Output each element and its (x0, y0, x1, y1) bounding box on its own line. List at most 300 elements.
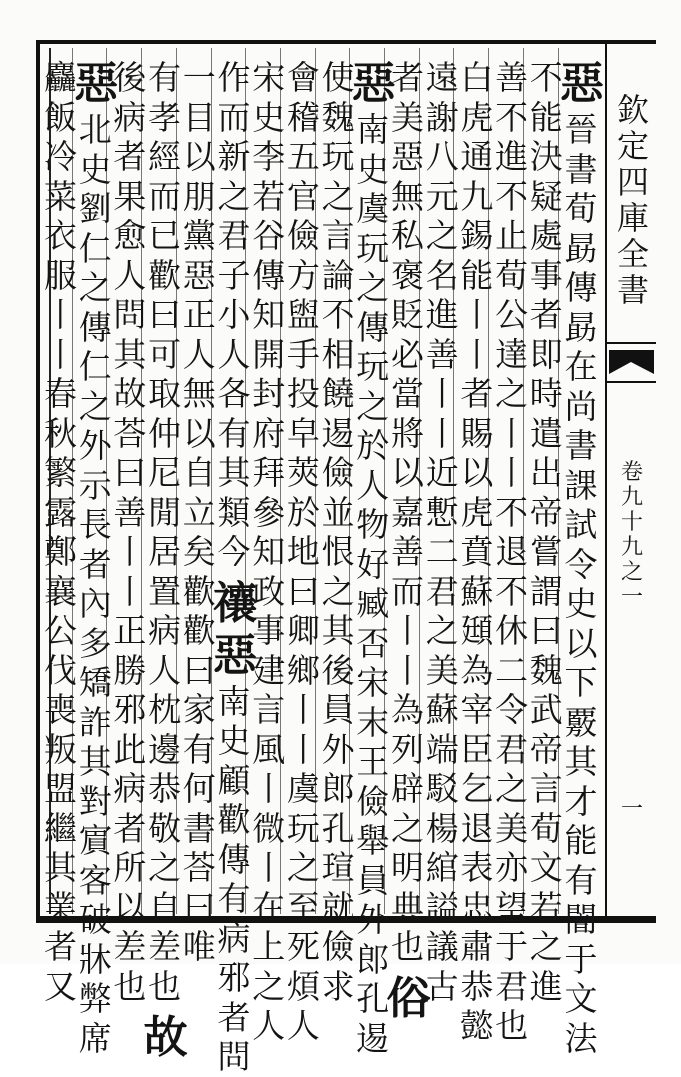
text-char: 者 (217, 997, 251, 1037)
text-char: 莢 (286, 453, 320, 492)
text-char: 丨 (113, 532, 147, 571)
text-char: 儉 (356, 781, 390, 821)
text-char: 投 (286, 374, 320, 413)
text-char: 病 (148, 611, 182, 650)
text-char: 善 (425, 334, 459, 374)
text-char: 業 (44, 887, 77, 927)
text-char: 顧 (217, 760, 251, 800)
text-char: 無 (391, 176, 424, 216)
margin-title-char: 全 (616, 235, 649, 273)
text-char: 饒 (321, 374, 355, 413)
margin-title-char: 定 (616, 127, 649, 165)
text-char: 私 (391, 216, 424, 255)
text-char: 又 (44, 966, 77, 1006)
text-char: 白 (460, 58, 494, 97)
text-char: 求 (321, 966, 355, 1006)
text-char: 曰 (148, 295, 182, 334)
text-char: 丨 (252, 848, 286, 887)
text-char: 二 (425, 532, 459, 571)
text-char: 達 (495, 334, 529, 374)
text-char: 楊 (425, 808, 459, 848)
text-char: 病 (113, 97, 147, 137)
text-char: 郎 (356, 939, 390, 979)
text-char: 朋 (182, 176, 216, 216)
text-char: 令 (564, 544, 598, 584)
text-char: 人 (356, 465, 390, 505)
text-char: 能 (564, 821, 598, 860)
margin-title-char: 四 (616, 163, 649, 201)
text-char: 表 (460, 848, 494, 887)
text-char: 病 (217, 918, 251, 958)
text-char: 死 (286, 927, 320, 966)
text-char: 之 (217, 176, 251, 216)
text-char: 盥 (286, 295, 320, 334)
text-char: 忠 (460, 887, 494, 927)
text-char: 衣 (44, 216, 77, 255)
text-char: 稽 (286, 97, 320, 137)
text-char: 丨 (44, 295, 77, 334)
text-char: 於 (286, 492, 320, 532)
text-char: 駁 (425, 769, 459, 808)
text-char: 宰 (460, 690, 494, 729)
heading-char: 禳 (213, 577, 257, 629)
margin-title (613, 92, 653, 308)
text-char: 南 (356, 110, 390, 149)
text-char: 卿 (286, 611, 320, 650)
text-char: 勗 (564, 307, 598, 347)
text-char: 曰 (182, 650, 216, 690)
text-char: 叛 (44, 729, 77, 769)
text-char: 也 (391, 927, 424, 966)
text-char: 帝 (529, 492, 563, 532)
text-char: 繁 (44, 453, 77, 492)
text-char: 不 (495, 492, 529, 532)
text-char: 之 (252, 966, 286, 1006)
text-char: 荀 (564, 189, 598, 228)
text-char: 虎 (460, 492, 494, 532)
text-char: 逷 (321, 413, 355, 453)
text-char: 尚 (564, 386, 598, 426)
text-char: 會 (286, 58, 320, 97)
text-char: 書 (182, 808, 216, 848)
text-char: 也 (148, 966, 182, 1006)
text-char: 決 (529, 137, 563, 176)
text-char: 逷 (356, 1018, 390, 1058)
text-char: 之 (495, 374, 529, 413)
text-char: 傳 (564, 268, 598, 307)
heading-char: 惡 (560, 58, 604, 109)
text-char: 外 (78, 426, 112, 465)
text-char: 後 (113, 58, 147, 97)
text-char: 八 (425, 137, 459, 176)
text-char: 飯 (44, 97, 77, 137)
text-char: 者 (113, 808, 147, 848)
text-char: 之 (286, 848, 320, 887)
text-char: 之 (425, 216, 459, 255)
text-char: 服 (44, 255, 77, 295)
text-char: 有 (148, 58, 182, 97)
margin-volume-char: 十 (620, 510, 643, 535)
text-char: 將 (391, 413, 424, 453)
text-char: 辟 (391, 769, 424, 808)
text-char: 勗 (564, 228, 598, 268)
text-char: 論 (321, 255, 355, 295)
text-char: 下 (564, 663, 598, 702)
text-char: 虞 (286, 769, 320, 808)
text-char: 歡 (182, 611, 216, 650)
text-char: 止 (495, 216, 529, 255)
text-char: 丨 (460, 334, 494, 374)
text-char: 君 (495, 966, 529, 1006)
text-char: 仁 (78, 228, 112, 268)
text-char: 丨 (391, 650, 424, 690)
text-char: 人 (252, 1006, 286, 1045)
text-char: 歡 (217, 800, 251, 839)
text-char: 出 (529, 453, 563, 492)
text-char: 事 (252, 611, 286, 650)
heading-char: 惡 (213, 629, 257, 681)
text-char: 立 (182, 492, 216, 532)
text-char: 小 (217, 295, 251, 334)
text-char: 而 (217, 97, 251, 137)
text-char: 正 (113, 611, 147, 650)
text-char: 冷 (44, 137, 77, 176)
text-char: 其 (78, 742, 112, 781)
text-char: 對 (78, 781, 112, 821)
text-char: 善 (391, 532, 424, 571)
text-char: 邪 (217, 958, 251, 997)
text-char: 魏 (529, 650, 563, 690)
text-char: 古 (425, 966, 459, 1006)
text-char: 以 (564, 623, 598, 663)
text-char: 之 (321, 176, 355, 216)
text-char: 破 (78, 900, 112, 939)
heading-char: 惡 (74, 58, 119, 109)
text-char: 有 (182, 729, 216, 769)
text-char: 褒 (391, 255, 424, 295)
text-char: 闇 (564, 900, 598, 939)
text-column (40, 58, 82, 1006)
text-char: 名 (425, 255, 459, 295)
text-char: 鄭 (44, 532, 77, 571)
text-char: 差 (148, 927, 182, 966)
heading-char: 惡 (351, 58, 396, 109)
text-char: 美 (391, 97, 424, 137)
text-char: 丨 (391, 611, 424, 650)
margin-volume-char: 九 (620, 485, 643, 510)
text-char: 丨 (252, 769, 286, 808)
text-char: 歡 (148, 255, 182, 295)
text-char: 書 (564, 149, 598, 189)
text-char: 枕 (148, 690, 182, 729)
text-char: 者 (113, 137, 147, 176)
text-char: 傳 (78, 307, 112, 347)
text-char: 末 (356, 702, 390, 742)
text-char: 病 (113, 769, 147, 808)
text-char: 善 (113, 492, 147, 532)
text-char: 地 (286, 532, 320, 571)
margin-volume-char: 九 (620, 535, 643, 560)
text-char: 其 (44, 848, 77, 887)
text-char: 相 (321, 334, 355, 374)
text-char: 牀 (78, 939, 112, 979)
text-char: 恨 (321, 532, 355, 571)
text-char: 果 (113, 176, 147, 216)
text-char: 此 (113, 729, 147, 769)
text-char: 魏 (321, 97, 355, 137)
margin-title-char: 庫 (616, 199, 649, 237)
text-char: 嘉 (391, 492, 424, 532)
text-char: 客 (78, 860, 112, 900)
text-char: 矣 (182, 532, 216, 571)
text-char: 於 (356, 426, 390, 465)
text-char: 恭 (148, 769, 182, 808)
text-char: 慙 (425, 492, 459, 532)
text-char: 君 (495, 729, 529, 769)
text-char: 之 (391, 808, 424, 848)
fish-tail-mark (607, 340, 656, 386)
text-char: 才 (564, 781, 598, 821)
margin-strip (605, 40, 656, 920)
text-char: 就 (321, 887, 355, 927)
text-char: 虞 (356, 189, 390, 228)
heading-char: 故 (143, 1012, 188, 1063)
text-char: 知 (252, 532, 286, 571)
text-char: 肅 (460, 927, 494, 966)
text-char: 秋 (44, 413, 77, 453)
text-char: 遠 (425, 58, 459, 97)
text-char: 望 (495, 887, 529, 927)
text-char: 邪 (113, 690, 147, 729)
text-char: 也 (113, 966, 147, 1006)
text-char: 家 (182, 690, 216, 729)
text-char: 二 (495, 650, 529, 690)
text-char: 懿 (460, 1006, 494, 1045)
text-char: 以 (182, 413, 216, 453)
text-char: 府 (252, 413, 286, 453)
text-char: 自 (148, 887, 182, 927)
text-char: 玩 (356, 347, 390, 386)
text-char: 之 (148, 848, 182, 887)
text-char: 類 (217, 492, 251, 532)
text-char: 拜 (252, 453, 286, 492)
text-char: 頲 (460, 611, 494, 650)
text-char: 賁 (460, 532, 494, 571)
text-char: 煩 (286, 966, 320, 1006)
text-char: 玩 (356, 228, 390, 268)
text-char: 無 (182, 374, 216, 413)
text-char: 令 (495, 690, 529, 729)
text-char: 虎 (460, 97, 494, 137)
text-char: 法 (564, 1018, 598, 1058)
text-char: 勝 (113, 650, 147, 690)
text-char: 當 (391, 374, 424, 413)
text-char: 春 (44, 374, 77, 413)
text-char: 今 (217, 532, 251, 571)
text-char: 以 (182, 137, 216, 176)
text-char: 官 (286, 176, 320, 216)
text-char: 惡 (391, 137, 424, 176)
text-char: 傳 (252, 255, 286, 295)
text-char: 賔 (78, 821, 112, 860)
text-char: 荀 (495, 255, 529, 295)
text-char: 端 (425, 729, 459, 769)
text-char: 有 (217, 879, 251, 918)
text-char: 子 (217, 255, 251, 295)
text-char: 孝 (148, 97, 182, 137)
text-char: 文 (564, 979, 598, 1018)
text-char: 邊 (148, 729, 182, 769)
text-char: 儉 (321, 927, 355, 966)
text-char: 武 (529, 690, 563, 729)
text-char: 其 (113, 334, 147, 374)
text-char: 丨 (425, 374, 459, 413)
text-char: 史 (356, 149, 390, 189)
text-char: 一 (182, 58, 216, 97)
text-char: 丨 (44, 334, 77, 374)
text-char: 敬 (148, 808, 182, 848)
text-char: 丨 (113, 571, 147, 611)
margin-title-char: 欽 (616, 91, 649, 129)
text-char: 孔 (321, 808, 355, 848)
text-char: 貶 (391, 295, 424, 334)
text-char: 瑄 (321, 848, 355, 887)
text-char: 長 (78, 505, 112, 544)
text-char: 黨 (182, 216, 216, 255)
text-char: 臧 (356, 584, 390, 623)
text-char: 書 (564, 426, 598, 465)
text-char: 言 (321, 216, 355, 255)
text-char: 蘇 (460, 571, 494, 611)
text-char: 新 (217, 137, 251, 176)
text-char: 閒 (148, 492, 182, 532)
text-char: 時 (529, 374, 563, 413)
text-char: 不 (495, 176, 529, 216)
text-char: 荅 (182, 848, 216, 887)
text-char: 近 (425, 453, 459, 492)
text-char: 自 (182, 453, 216, 492)
text-char: 疑 (529, 176, 563, 216)
text-char: 進 (425, 295, 459, 334)
text-char: 者 (78, 544, 112, 584)
text-char: 何 (182, 769, 216, 808)
text-char: 典 (391, 887, 424, 927)
text-char: 丨 (460, 295, 494, 334)
text-char: 事 (529, 255, 563, 295)
margin-title-char: 書 (616, 271, 649, 309)
text-char: 問 (113, 295, 147, 334)
text-char: 唯 (182, 927, 216, 966)
text-char: 知 (252, 295, 286, 334)
text-char: 綰 (425, 848, 459, 887)
text-char: 者 (529, 295, 563, 334)
text-char: 史 (252, 97, 286, 137)
text-char: 史 (564, 584, 598, 623)
text-char: 微 (252, 808, 286, 848)
text-char: 在 (564, 347, 598, 386)
text-char: 麤 (44, 58, 77, 97)
text-char: 襄 (44, 571, 77, 611)
text-char: 王 (356, 742, 390, 781)
text-char: 君 (217, 216, 251, 255)
text-char: 北 (78, 110, 112, 149)
text-char: 而 (391, 571, 424, 611)
text-char: 美 (425, 650, 459, 690)
text-char: 孔 (356, 979, 390, 1018)
text-char: 恭 (460, 966, 494, 1006)
text-char: 能 (460, 255, 494, 295)
text-char: 開 (252, 334, 286, 374)
text-char: 其 (321, 611, 355, 650)
text-char: 至 (286, 887, 320, 927)
text-char: 經 (148, 137, 182, 176)
margin-volume (619, 460, 645, 610)
text-char: 好 (356, 544, 390, 584)
text-char: 露 (44, 492, 77, 532)
text-char: 丨 (495, 413, 529, 453)
text-char: 言 (252, 690, 286, 729)
text-char: 南 (217, 681, 251, 721)
text-char: 文 (529, 848, 563, 887)
text-char: 言 (529, 769, 563, 808)
text-char: 繼 (44, 808, 77, 848)
text-char: 而 (148, 176, 182, 216)
text-char: 谷 (252, 216, 286, 255)
text-char: 在 (252, 887, 286, 927)
heading-char: 俗 (386, 972, 431, 1024)
text-char: 仲 (148, 413, 182, 453)
text-char: 外 (321, 729, 355, 769)
text-char: 丨 (286, 729, 320, 769)
text-char: 九 (460, 176, 494, 216)
text-char: 盟 (44, 769, 77, 808)
text-char: 使 (321, 58, 355, 97)
text-char: 丨 (425, 413, 459, 453)
text-char: 弊 (78, 979, 112, 1018)
margin-divider (605, 40, 607, 920)
text-char: 元 (425, 176, 459, 216)
text-char: 曰 (286, 571, 320, 611)
text-char: 取 (148, 374, 182, 413)
text-char: 風 (252, 729, 286, 769)
text-char: 玩 (321, 137, 355, 176)
text-char: 者 (391, 58, 424, 97)
text-char: 試 (564, 505, 598, 544)
text-char: 建 (252, 650, 286, 690)
text-char: 物 (356, 505, 390, 544)
text-char: 蘇 (425, 690, 459, 729)
text-char: 外 (356, 900, 390, 939)
text-char: 明 (391, 848, 424, 887)
text-char: 伐 (44, 650, 77, 690)
text-char: 人 (182, 334, 216, 374)
margin-volume-char: 卷 (620, 460, 643, 485)
text-char: 賜 (460, 413, 494, 453)
text-char: 其 (564, 742, 598, 781)
text-char: 遣 (529, 413, 563, 453)
margin-page-number: 一 (621, 797, 644, 822)
text-char: 于 (495, 927, 529, 966)
text-char: 傳 (356, 307, 390, 347)
text-char: 處 (529, 216, 563, 255)
text-char: 課 (564, 465, 598, 505)
text-char: 所 (113, 848, 147, 887)
text-char: 若 (529, 887, 563, 927)
text-char: 臣 (460, 729, 494, 769)
text-char: 多 (78, 623, 112, 663)
text-char: 差 (113, 927, 147, 966)
text-char: 之 (356, 268, 390, 307)
